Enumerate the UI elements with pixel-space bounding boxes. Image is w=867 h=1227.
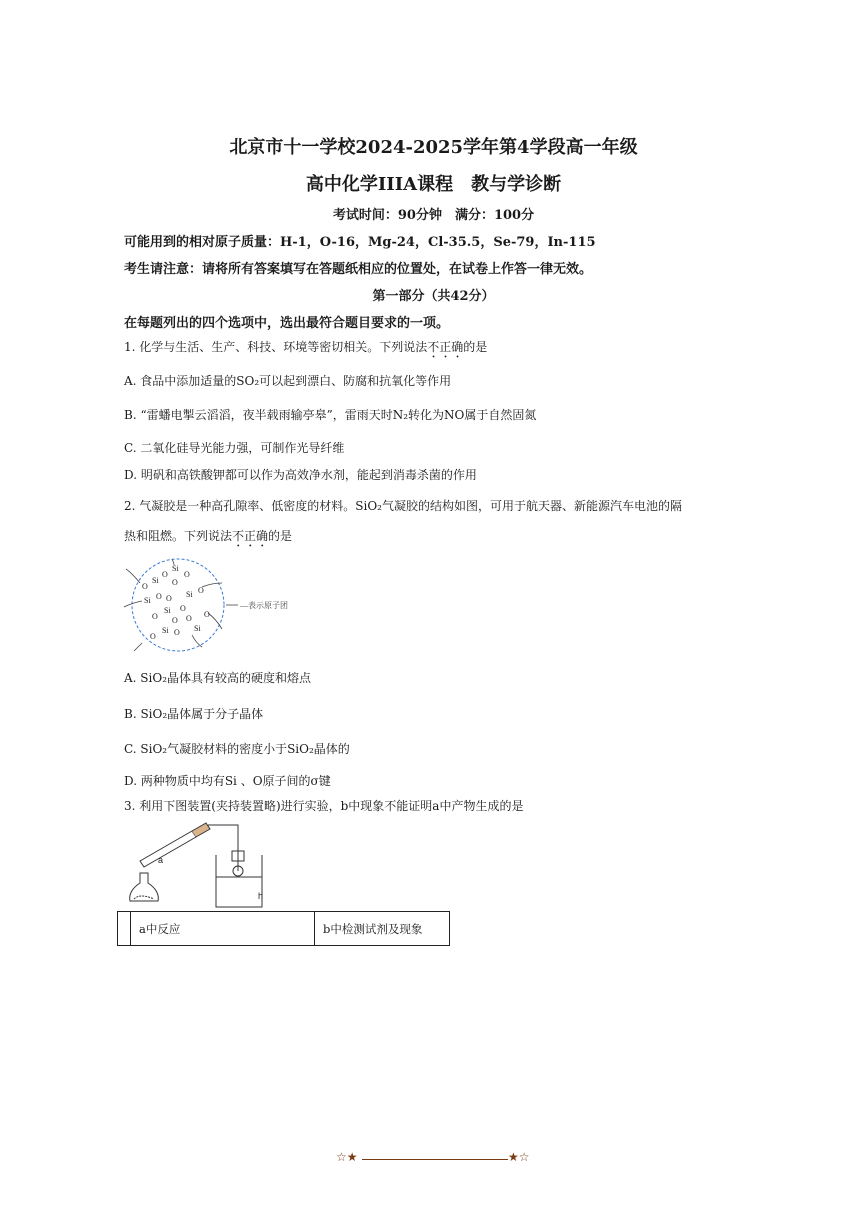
svg-text:Si: Si	[162, 626, 169, 635]
svg-text:O: O	[172, 578, 178, 587]
reaction-tube	[140, 831, 196, 867]
exam-info: 考试时间：90分钟 满分：100分	[332, 208, 535, 223]
svg-text:O: O	[142, 582, 148, 591]
course-title: 高中化学IIIA课程 教与学诊断	[305, 174, 562, 195]
svg-text:Si: Si	[172, 564, 179, 573]
svg-text:O: O	[156, 592, 162, 601]
figure-legend-text: —表示原子团	[240, 601, 288, 610]
flask-contents	[134, 896, 154, 899]
q2-option-d: D. 两种物质中均有Si 、O原子间的σ键	[124, 774, 331, 788]
svg-text:O: O	[198, 586, 204, 595]
q1-option-d: D. 明矾和高铁酸钾都可以作为高效净水剂，能起到消毒杀菌的作用	[124, 468, 477, 482]
aerogel-atoms	[142, 564, 210, 641]
q1-option-a: A. 食品中添加适量的SO₂可以起到漂白、防腐和抗氧化等作用	[124, 374, 452, 388]
footer-stars-right: ★☆	[508, 1150, 530, 1164]
q1-stem-emphasis: 不正确	[427, 340, 464, 354]
footer-stars-left: ☆★	[336, 1150, 358, 1164]
q1-option-c: C. 二氧化硅导光能力强，可制作光导纤维	[124, 441, 345, 455]
table-header-cell-blank	[118, 912, 131, 946]
label-b: h	[258, 891, 264, 901]
q2-stem-line2: 热和阻燃。下列说法不正确的是	[124, 529, 293, 543]
svg-text:Si: Si	[194, 624, 201, 633]
beaker	[216, 855, 262, 907]
q1-stem: 1. 化学与生活、生产、科技、环境等密切相关。下列说法不正确的是	[124, 340, 488, 354]
table-header-row	[118, 912, 450, 946]
svg-text:O: O	[150, 632, 156, 641]
svg-text:O: O	[162, 570, 168, 579]
delivery-tube	[208, 825, 238, 871]
svg-text:O: O	[174, 628, 180, 637]
atomic-masses: 可能用到的相对原子质量：H-1，O-16，Mg-24，Cl-35.5，Se-79，In-115	[124, 235, 596, 250]
svg-text:Si: Si	[152, 576, 159, 585]
part1-instruction: 在每题列出的四个选项中，选出最符合题目要求的一项。	[124, 316, 450, 331]
notice: 考生请注意：请将所有答案填写在答题纸相应的位置处，在试卷上作答一律无效。	[124, 262, 593, 277]
svg-text:O: O	[172, 616, 178, 625]
exam-title: 北京市十一学校2024-2025学年第4学段高一年级	[229, 137, 638, 158]
svg-text:O: O	[152, 612, 158, 621]
flask	[130, 873, 159, 901]
q3-table	[117, 911, 450, 946]
q2-option-a: A. SiO₂晶体具有较高的硬度和熔点	[124, 671, 312, 685]
svg-text:O: O	[166, 594, 172, 603]
svg-text:O: O	[180, 604, 186, 613]
table-header-cell-b: b中检测试剂及现象	[315, 912, 450, 946]
q2-stem-line1: 2. 气凝胶是一种高孔隙率、低密度的材料。SiO₂气凝胶的结构如图，可用于航天器、新能源汽车电池的隔	[124, 499, 682, 513]
q2-stem-emphasis: 不正确	[232, 529, 269, 543]
footer-ornament	[336, 1150, 536, 1170]
footer-line	[362, 1159, 508, 1160]
part1-heading: 第一部分（共42分）	[372, 289, 495, 304]
q3-stem: 3. 利用下图装置(夹持装置略)进行实验，b中现象不能证明a中产物生成的是	[124, 799, 524, 813]
stopper	[192, 823, 210, 837]
svg-text:Si: Si	[186, 590, 193, 599]
svg-text:O: O	[186, 614, 192, 623]
q2-option-b: B. SiO₂晶体属于分子晶体	[124, 707, 264, 721]
svg-text:Si: Si	[144, 596, 151, 605]
aerogel-structure-figure	[122, 555, 302, 655]
svg-text:O: O	[184, 570, 190, 579]
apparatus-figure	[120, 815, 280, 911]
q2-option-c: C. SiO₂气凝胶材料的密度小于SiO₂晶体的	[124, 742, 350, 756]
label-a: a	[158, 855, 164, 865]
svg-text:Si: Si	[164, 606, 171, 615]
table-header-cell-a: a中反应	[131, 912, 315, 946]
q1-option-b: B. “雷蟠电掣云滔滔，夜半载雨输亭皋”，雷雨天时N₂转化为NO属于自然固氮	[124, 408, 537, 422]
svg-text:O: O	[204, 610, 210, 619]
